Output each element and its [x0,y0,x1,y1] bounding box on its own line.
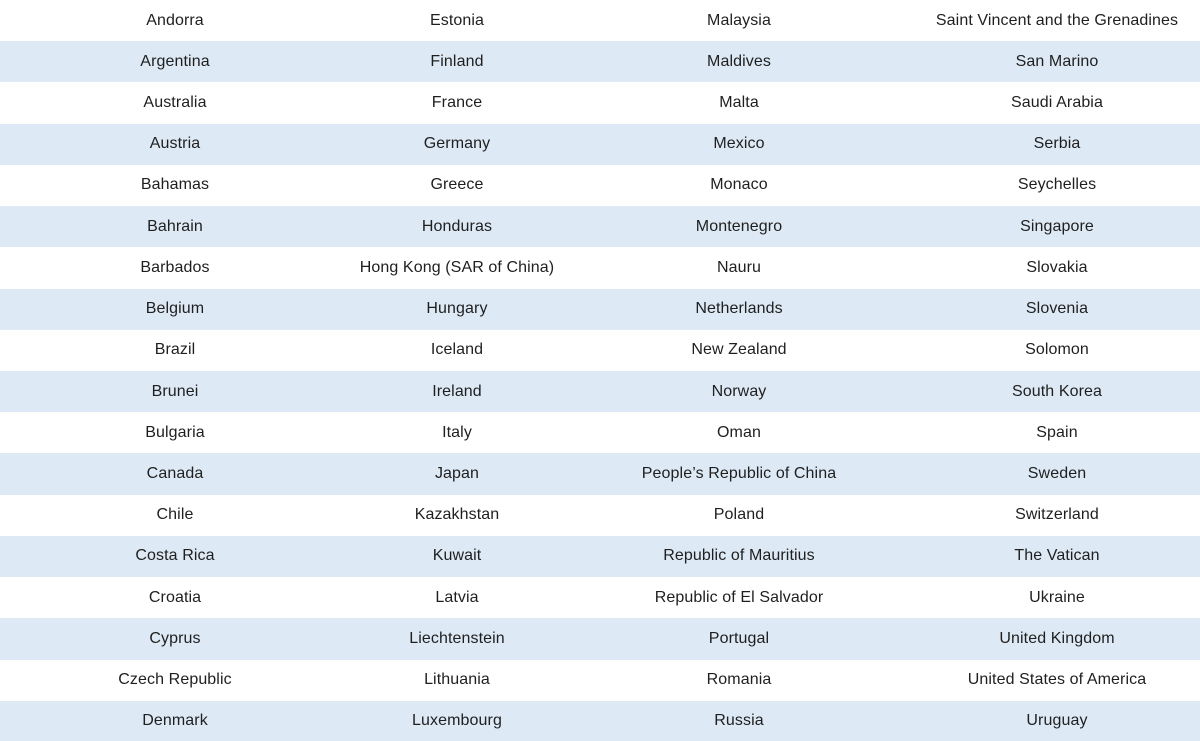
table-cell: Republic of Mauritius [564,536,914,577]
table-cell: United States of America [914,660,1200,701]
table-cell: Saudi Arabia [914,82,1200,123]
table-row [0,453,1200,494]
table-cell: Brunei [0,371,350,412]
table-row [0,124,1200,165]
table-cell: Canada [0,453,350,494]
table-cell: Liechtenstein [350,618,564,659]
table-row [0,660,1200,701]
table-cell: Italy [350,412,564,453]
table-cell: Switzerland [914,495,1200,536]
table-cell: Costa Rica [0,536,350,577]
table-cell: Spain [914,412,1200,453]
table-row [0,0,1200,41]
table-cell: Latvia [350,577,564,618]
table-cell: Oman [564,412,914,453]
table-cell: Maldives [564,41,914,82]
table-cell: Iceland [350,330,564,371]
table-row [0,412,1200,453]
table-row [0,289,1200,330]
table-cell: Ukraine [914,577,1200,618]
table-row [0,206,1200,247]
table-cell: Greece [350,165,564,206]
table-row [0,618,1200,659]
table-cell: Poland [564,495,914,536]
table-cell: Japan [350,453,564,494]
table-cell: Saint Vincent and the Grenadines [914,0,1200,41]
table-cell: Estonia [350,0,564,41]
table-cell: Czech Republic [0,660,350,701]
table-cell: Hong Kong (SAR of China) [350,247,564,288]
table-cell: Kazakhstan [350,495,564,536]
table-cell: United Kingdom [914,618,1200,659]
table-cell: Andorra [0,0,350,41]
table-row [0,701,1200,741]
table-cell: Cyprus [0,618,350,659]
table-row [0,536,1200,577]
table-cell: Slovenia [914,289,1200,330]
table-cell: Malaysia [564,0,914,41]
table-cell: Ireland [350,371,564,412]
table-cell: Denmark [0,701,350,741]
table-cell: Bulgaria [0,412,350,453]
table-row [0,82,1200,123]
table-cell: Russia [564,701,914,741]
table-cell: New Zealand [564,330,914,371]
table-cell: Austria [0,124,350,165]
table-cell: Singapore [914,206,1200,247]
table-row [0,247,1200,288]
table-cell: France [350,82,564,123]
table-row [0,371,1200,412]
table-cell: Solomon [914,330,1200,371]
table-cell: South Korea [914,371,1200,412]
table-row [0,165,1200,206]
table-cell: Kuwait [350,536,564,577]
table-cell: Nauru [564,247,914,288]
table-cell: Romania [564,660,914,701]
table-cell: Montenegro [564,206,914,247]
table-cell: Mexico [564,124,914,165]
table-row [0,330,1200,371]
table-cell: The Vatican [914,536,1200,577]
table-row [0,495,1200,536]
table-cell: Lithuania [350,660,564,701]
table-cell: Uruguay [914,701,1200,741]
table-cell: Croatia [0,577,350,618]
table-cell: Barbados [0,247,350,288]
table-cell: Finland [350,41,564,82]
table-cell: Seychelles [914,165,1200,206]
table-row [0,577,1200,618]
table-cell: Honduras [350,206,564,247]
table-cell: Belgium [0,289,350,330]
table-cell: San Marino [914,41,1200,82]
table-cell: Bahrain [0,206,350,247]
table-cell: Hungary [350,289,564,330]
table-cell: Netherlands [564,289,914,330]
table-cell: Republic of El Salvador [564,577,914,618]
table-cell: Serbia [914,124,1200,165]
table-cell: Argentina [0,41,350,82]
table-cell: Luxembourg [350,701,564,741]
table-cell: Chile [0,495,350,536]
table-cell: Portugal [564,618,914,659]
table-cell: People’s Republic of China [564,453,914,494]
table-row [0,41,1200,82]
table-cell: Germany [350,124,564,165]
table-cell: Malta [564,82,914,123]
table-cell: Brazil [0,330,350,371]
table-cell: Sweden [914,453,1200,494]
table-cell: Slovakia [914,247,1200,288]
table-cell: Bahamas [0,165,350,206]
table-cell: Australia [0,82,350,123]
table-cell: Norway [564,371,914,412]
table-cell: Monaco [564,165,914,206]
